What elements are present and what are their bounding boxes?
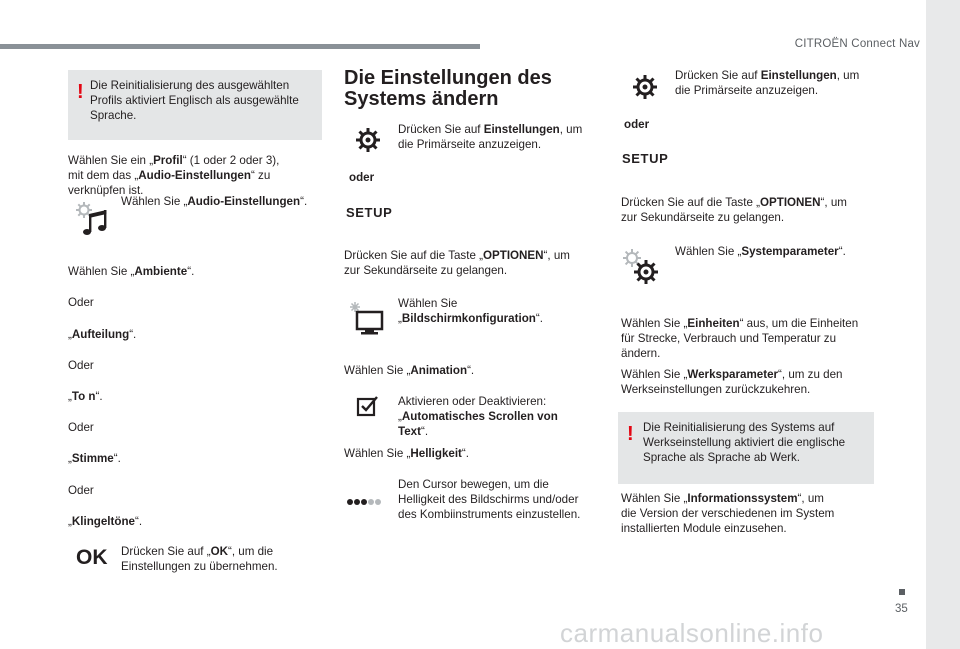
animation-instruction: Wählen Sie „Animation“. <box>344 364 475 377</box>
oder-label: oder <box>349 171 375 184</box>
ton-text: „To n“. <box>68 390 103 403</box>
info-system-instruction: Wählen Sie „Informationssystem“, um die Version der verschiedenen im System installierten Module einzusehen. <box>621 492 835 535</box>
warning-note-profile <box>68 70 322 140</box>
page-number: 35 <box>895 603 908 615</box>
ok-button-graphic: OK <box>76 546 108 569</box>
settings-instruction-2: Drücken Sie auf Einstellungen, um die Primärseite anzuzeigen. <box>675 69 860 97</box>
section-title: Die Einstellungen des Systems ändern <box>344 67 552 110</box>
note-text-2: Die Reinitialisierung des Systems auf Werkseinstellung aktiviert die englische Sprache als Sprache ab Werk. <box>643 421 846 464</box>
oder-1: Oder <box>68 296 94 309</box>
brightness-instruction: Wählen Sie „Helligkeit“. <box>344 447 470 460</box>
ambiente-text: Wählen Sie „Ambiente“. <box>68 265 195 278</box>
audio-settings-text: Wählen Sie „Audio-Einstellungen“. <box>121 195 308 208</box>
profile-paragraph: Wählen Sie ein „Profil“ (1 oder 2 oder 3), mit dem das „Audio-Einstellungen“ zu verknüpfen ist. <box>68 154 280 197</box>
gear-icon <box>353 125 383 155</box>
watermark: carmanualsonline.info <box>560 618 824 648</box>
music-note-gear-icon <box>74 200 110 238</box>
autoscroll-instruction: Aktivieren oder Deaktivieren: „Automatisches Scrollen von Text“. <box>398 395 558 438</box>
header-rule <box>0 44 480 49</box>
gear-icon <box>630 72 660 102</box>
brightness-dots-icon <box>346 496 384 508</box>
oder-3: Oder <box>68 421 94 434</box>
options-instruction: Drücken Sie auf die Taste „OPTIONEN“, um zur Sekundärseite zu gelangen. <box>344 249 570 277</box>
setup-button-graphic-2: SETUP <box>622 151 669 166</box>
side-margin-band <box>926 0 960 649</box>
cursor-instruction: Den Cursor bewegen, um die Helligkeit des Bildschirms und/oder des Kombiinstruments einzustellen. <box>398 478 581 521</box>
monitor-icon <box>347 300 385 336</box>
exclamation-icon: ! <box>627 423 634 445</box>
oder-label-2: oder <box>624 118 650 131</box>
warning-note-system <box>618 412 874 484</box>
page-marker <box>899 589 905 595</box>
note-text: Die Reinitialisierung des ausgewählten Profils aktiviert Englisch als ausgewählte Sprache. <box>90 79 299 122</box>
options-instruction-2: Drücken Sie auf die Taste „OPTIONEN“, um zur Sekundärseite zu gelangen. <box>621 196 847 224</box>
double-gear-icon <box>620 246 662 288</box>
exclamation-icon: ! <box>77 81 84 103</box>
system-params-instruction: Wählen Sie „Systemparameter“. <box>675 245 846 258</box>
klingeltoene-text: „Klingeltöne“. <box>68 515 143 528</box>
ok-instruction: Drücken Sie auf „OK“, um die Einstellungen zu übernehmen. <box>121 545 278 573</box>
stimme-text: „Stimme“. <box>68 452 121 465</box>
units-instruction: Wählen Sie „Einheiten“ aus, um die Einheiten für Strecke, Verbrauch und Temperatur zu ändern. <box>621 317 859 360</box>
screen-config-instruction: Wählen Sie „Bildschirmkonfiguration“. <box>398 297 543 325</box>
oder-2: Oder <box>68 359 94 372</box>
setup-button-graphic: SETUP <box>346 205 393 220</box>
settings-instruction: Drücken Sie auf Einstellungen, um die Primärseite anzuzeigen. <box>398 123 583 151</box>
factory-params-instruction: Wählen Sie „Werksparameter“, um zu den Werkseinstellungen zurückzukehren. <box>621 368 843 396</box>
oder-4: Oder <box>68 484 94 497</box>
header-brand: CITROËN Connect Nav <box>794 38 920 50</box>
checkbox-icon <box>356 394 380 418</box>
aufteilung-text: „Aufteilung“. <box>68 328 137 341</box>
